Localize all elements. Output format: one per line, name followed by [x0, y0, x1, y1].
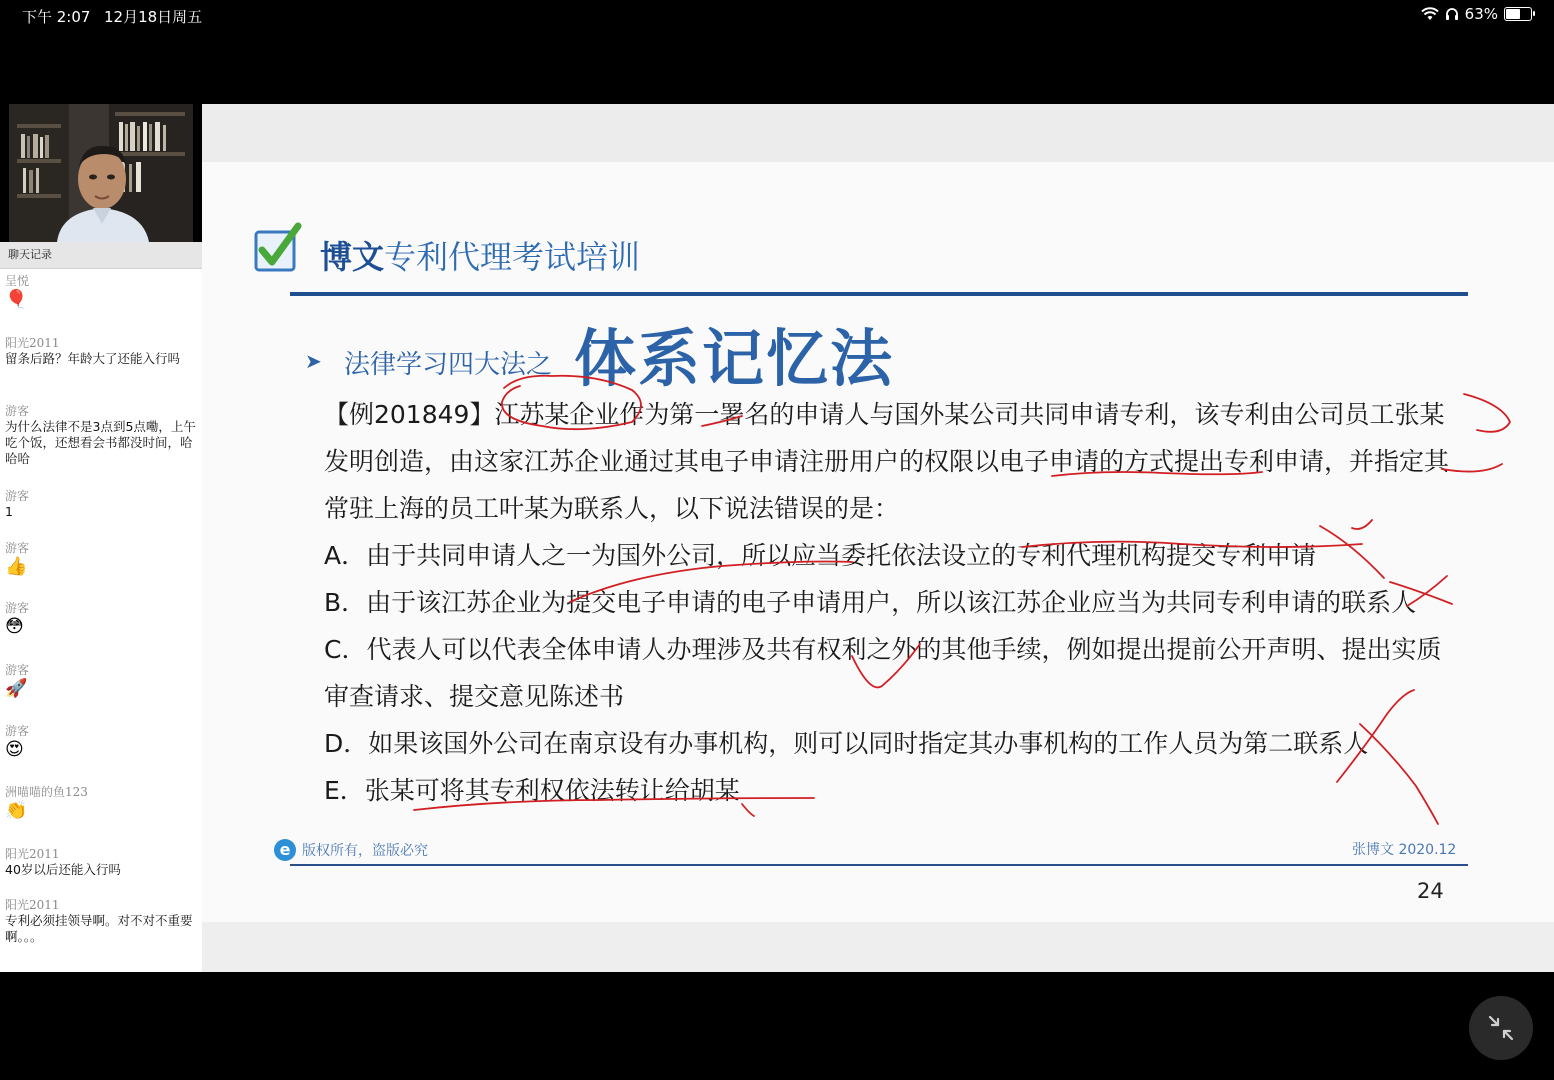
headphones-icon	[1445, 7, 1459, 21]
question-line: 常驻上海的员工叶某为联系人，以下说法错误的是：	[324, 494, 900, 523]
chat-message	[5, 489, 199, 520]
heart-eyes-emoji-icon: 😍	[5, 739, 24, 760]
slide-subtitle: 法律学习四大法之	[344, 350, 553, 380]
chat-message	[5, 663, 199, 700]
triangle-bullet-icon: ➤	[305, 349, 322, 373]
chat-message	[5, 541, 199, 578]
chat-username: 阳光2011	[5, 898, 60, 912]
question-line: 【例201849】江苏某企业作为第一署名的申请人与国外某公司共同申请专利，该专利由公司员工张某	[324, 400, 1445, 429]
flushed-face-emoji-icon: 😳	[5, 616, 24, 637]
slide-bottom-band	[202, 922, 1554, 972]
chat-message	[5, 404, 199, 467]
brand-rest: 专利代理考试培训	[384, 238, 641, 276]
chat-message	[5, 336, 199, 367]
chat-text: 为什么法律不是3点到5点嘞，上午吃个饭，还想看会书都没时间，哈哈哈	[5, 419, 196, 466]
chat-username: 游客	[5, 663, 30, 677]
battery-icon	[1504, 7, 1532, 21]
chat-text: 1	[5, 504, 13, 519]
clapping-emoji-icon: 👏	[5, 800, 28, 821]
option-e: E．张某可将其专利权依法转让给胡某	[324, 776, 740, 805]
slide-main-title: 体系记忆法	[574, 322, 895, 395]
chat-text: 专利必须挂领导啊。对不对不重要啊。。。	[5, 913, 193, 944]
balloon-emoji-icon: 🎈	[5, 289, 28, 310]
chat-username: 游客	[5, 724, 30, 738]
page-number: 24	[1417, 879, 1444, 903]
chat-username: 游客	[5, 489, 30, 503]
status-bar	[0, 0, 1554, 34]
chat-username: 呈悦	[5, 274, 30, 288]
chat-username: 洲喵喵的鱼123	[5, 785, 88, 799]
status-time: 下午 2:07	[22, 8, 91, 26]
chat-username: 游客	[5, 404, 30, 418]
chat-text: 留条后路？年龄大了还能入行吗	[5, 351, 181, 366]
minimize-button[interactable]	[1469, 996, 1533, 1060]
rocket-emoji-icon: 🚀	[5, 678, 28, 699]
chat-message	[5, 785, 199, 822]
option-c: C．代表人可以代表全体申请人办理涉及共有权利之外的其他手续，例如提出提前公开声明、提出实质	[324, 635, 1442, 664]
chat-sidebar[interactable]	[0, 242, 202, 972]
chat-message	[5, 724, 199, 761]
presentation-slide[interactable]	[202, 104, 1554, 972]
footer-rule	[290, 864, 1468, 866]
status-right	[1421, 5, 1532, 23]
slide-top-band	[202, 104, 1554, 162]
wifi-icon	[1421, 7, 1439, 21]
status-date: 12月18日周五	[104, 8, 203, 26]
option-c-continued: 审查请求、提交意见陈述书	[324, 682, 625, 711]
thumbs-up-emoji-icon: 👍	[5, 556, 28, 577]
header-rule	[290, 292, 1468, 296]
chat-message	[5, 847, 199, 878]
option-b: B．由于该江苏企业为提交电子申请的电子申请用户，所以该江苏企业应当为共同专利申请的联系人	[324, 588, 1417, 617]
minimize-arrows-icon	[1486, 1013, 1516, 1043]
copyright-notice	[274, 839, 428, 861]
option-a: A．由于共同申请人之一为国外公司，所以应当委托依法设立的专利代理机构提交专利申请	[324, 541, 1317, 570]
option-d: D．如果该国外公司在南京设有办事机构，则可以同时指定其办事机构的工作人员为第二联系人	[324, 729, 1369, 758]
webcam-video[interactable]	[9, 104, 193, 242]
e-logo-icon: e	[274, 839, 296, 861]
checkbox-check-icon	[254, 222, 302, 274]
chat-message	[5, 601, 199, 638]
chat-username: 阳光2011	[5, 336, 60, 350]
battery-fill	[1506, 9, 1520, 19]
slide-author: 张博文 2020.12	[1352, 842, 1457, 858]
chat-message	[5, 898, 199, 945]
question-line: 发明创造，由这家江苏企业通过其电子申请注册用户的权限以电子申请的方式提出专利申请，并指定其	[324, 447, 1450, 476]
brand-bold: 博文	[320, 238, 385, 276]
chat-username: 游客	[5, 541, 30, 555]
copyright-text: 版权所有，盗版必究	[302, 843, 428, 859]
chat-text: 40岁以后还能入行吗	[5, 862, 121, 877]
chat-message	[5, 274, 199, 311]
battery-percent: 63%	[1464, 5, 1498, 23]
chat-header: 聊天记录	[0, 242, 202, 269]
chat-username: 阳光2011	[5, 847, 60, 861]
chat-username: 游客	[5, 601, 30, 615]
brand-title	[320, 232, 640, 278]
